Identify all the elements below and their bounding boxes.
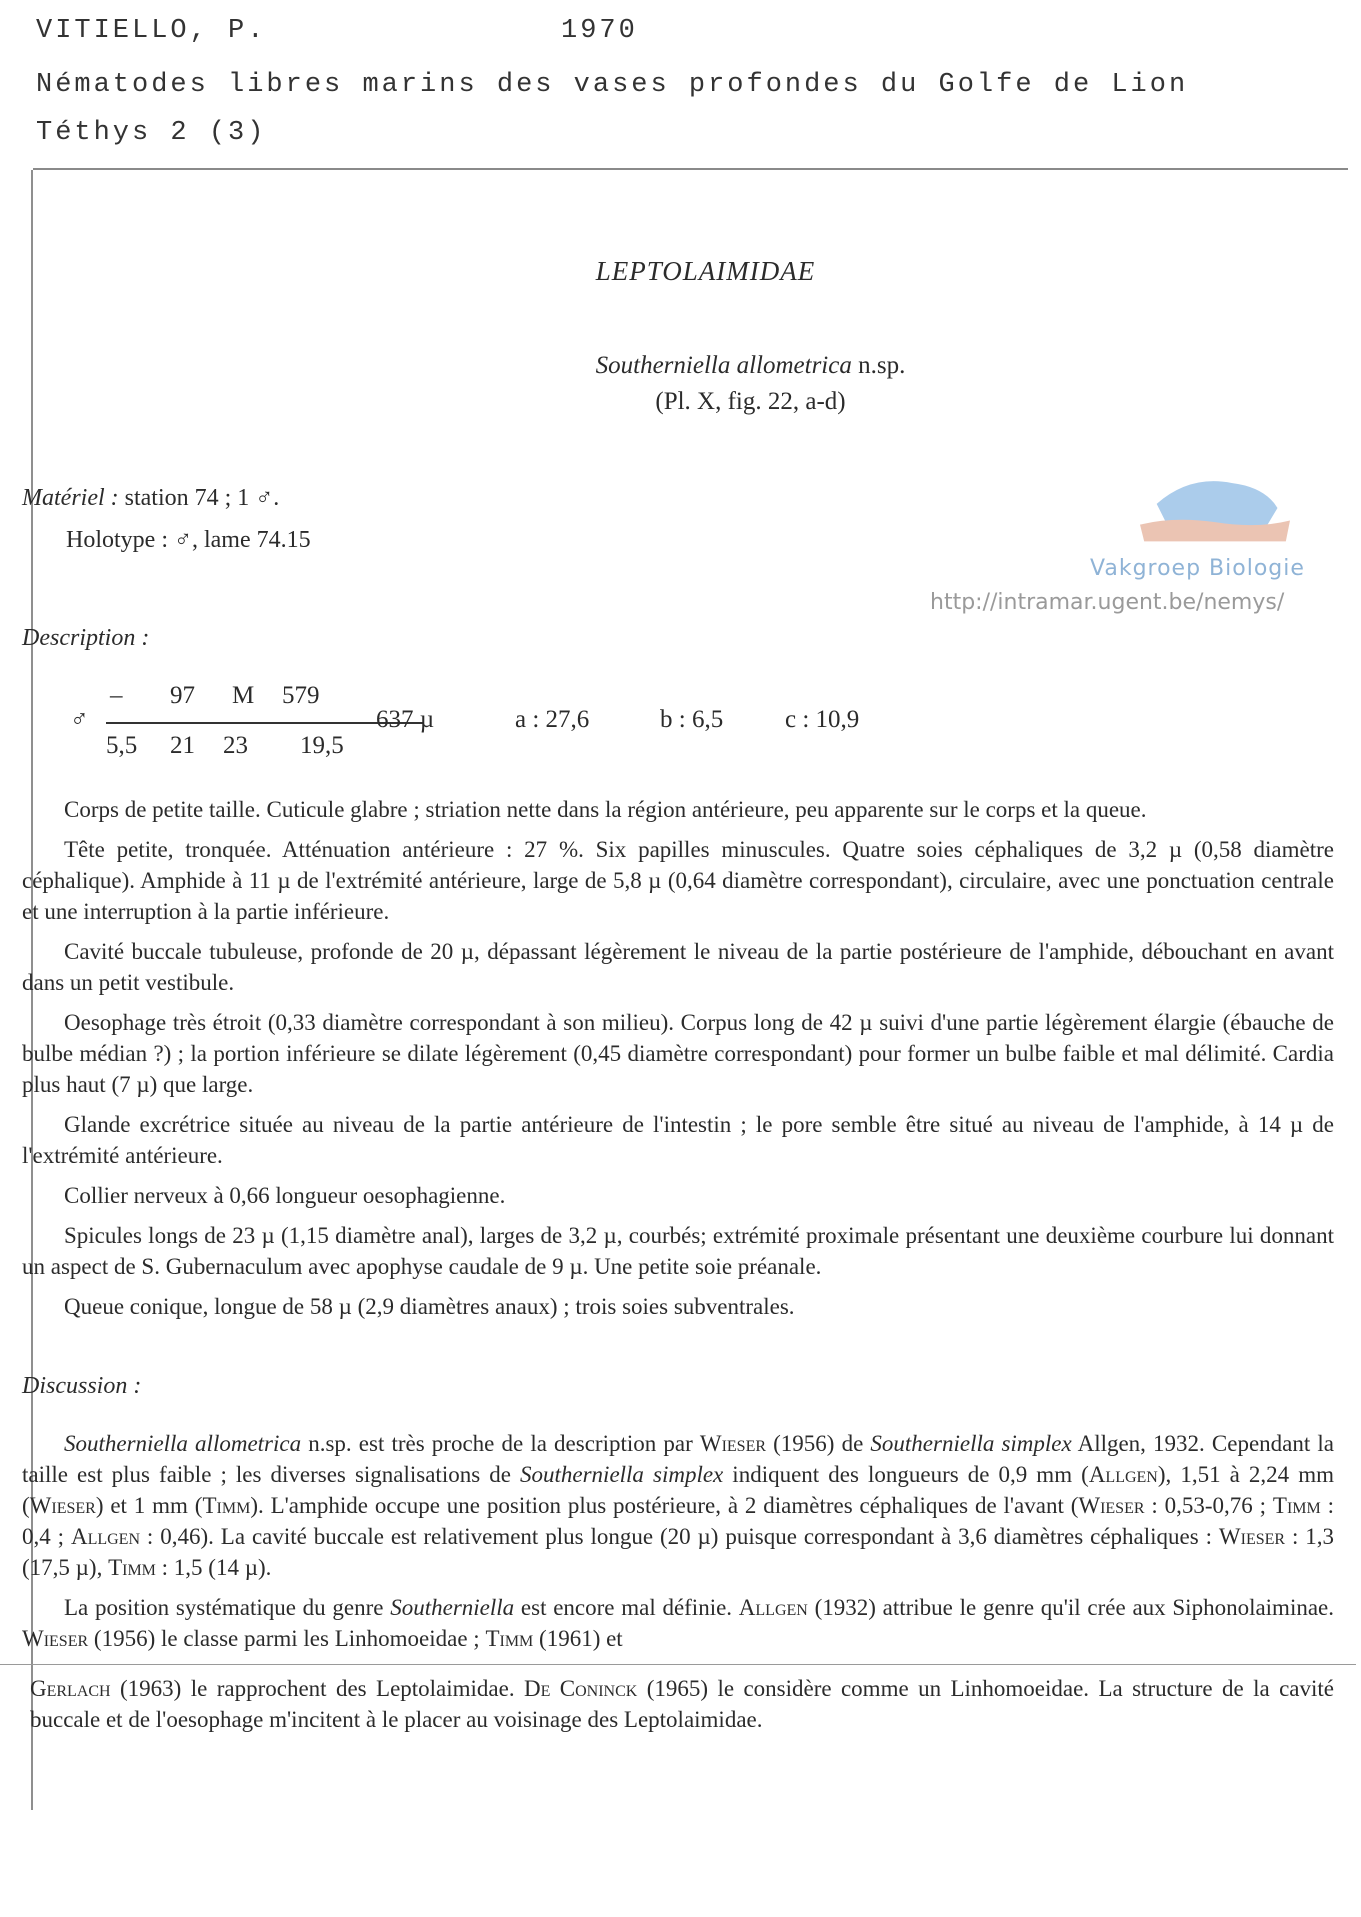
text-run: ). L'amphide occupe une position plus postérieure, à 2 diamètres céphaliques de l'avant ( (250, 1493, 1079, 1518)
ratio-a: a : 27,6 (515, 706, 590, 733)
holotype-line: Holotype : ♂, lame 74.15 (66, 527, 311, 553)
material-label: Matériel : (22, 485, 119, 511)
text-run: (1956) de (766, 1431, 871, 1456)
taxon-name: Southerniella (390, 1595, 515, 1620)
card-title: Nématodes libres marins des vases profondes du Golfe de Lion (36, 70, 1189, 100)
ratio-b: b : 6,5 (660, 706, 724, 733)
formula-numerator: 97 (170, 682, 195, 709)
card-year: 1970 (561, 16, 638, 46)
watermark-logo-icon (1140, 470, 1290, 546)
formula-numerator: 579 (282, 682, 320, 709)
author-name: De Coninck (524, 1676, 638, 1701)
author-name: Timm (1272, 1493, 1321, 1518)
formula-denominator: 21 (170, 732, 195, 759)
text-run: : 1,5 (14 µ). (155, 1555, 272, 1580)
card-journal: Téthys 2 (3) (36, 118, 267, 148)
continuation-paragraph (22, 1673, 1334, 1735)
description-paragraph: Collier nerveux à 0,66 longueur oesophagienne. (64, 1183, 506, 1208)
card-author-line (36, 16, 638, 46)
text-run: (1965) le considère comme un Linhomoeidae. La structure de la cavité buccale et de l'oesophage m'incitent à le placer au voisinage des Leptolaimidae. (30, 1676, 1334, 1732)
formula-numerator: – (110, 682, 123, 709)
text-run: indiquent des longueurs de 0,9 mm ( (723, 1462, 1089, 1487)
card-frame-top-rule (33, 168, 1348, 170)
author-name: Timm (108, 1555, 156, 1580)
description-paragraph: Queue conique, longue de 58 µ (2,9 diamètres anaux) ; trois soies subventrales. (64, 1294, 795, 1319)
de-man-formula (70, 682, 970, 762)
text-run: : 0,4 ; (22, 1493, 1334, 1549)
description-paragraph: Tête petite, tronquée. Atténuation antérieure : 27 %. Six papilles minuscules. Quatre soies céphaliques de 3,2 µ (0,58 diamètre céphalique). Amphide à 11 µ de l'extrémité antérieure, large de 5,8 µ (0,64 diamètre correspondant), circulaire, avec une ponctuation centrale et une interruption à la partie inférieure. (22, 837, 1334, 924)
text-run: (1956) le classe parmi les Linhomoeidae ; (88, 1626, 486, 1651)
discussion-paragraph-1 (22, 1428, 1334, 1583)
card-author: VITIELLO, P. (36, 16, 267, 46)
taxon-name: Southerniella allometrica (64, 1431, 302, 1456)
material-text: station 74 ; 1 ♂. (124, 485, 280, 511)
taxon-name: Southerniella simplex (520, 1462, 724, 1487)
text-run: Allgen, 1932. Cependant la taille est plus faible ; les diverses signalisations de (22, 1431, 1335, 1487)
description-paragraph: Corps de petite taille. Cuticule glabre ; striation nette dans la région antérieure, peu apparente sur le corps et la queue. (64, 797, 1147, 822)
formula-denominator: 5,5 (106, 732, 138, 759)
author-name: Allgen (70, 1524, 141, 1549)
author-name: Allgen (1088, 1462, 1158, 1487)
watermark-org: Vakgroep Biologie (1090, 556, 1305, 581)
species-suffix: n.sp. (858, 352, 906, 379)
formula-numerator: M (232, 682, 255, 709)
body-text (22, 794, 1334, 1744)
species-heading (0, 352, 1361, 380)
formula-denominator: 23 (223, 732, 248, 759)
description-label: Description : (22, 625, 150, 651)
taxon-name: Southerniella simplex (870, 1431, 1072, 1456)
text-run: : 0,46). La cavité buccale est relativement plus longue (20 µ) puisque correspondant à 3,6 diamètres céphaliques : (140, 1524, 1219, 1549)
author-name: Wieser (699, 1431, 767, 1456)
species-name: Southerniella allometrica (595, 352, 852, 379)
text-run: : 1,3 (17,5 µ), (22, 1524, 1335, 1580)
text-run: est encore mal définie. (514, 1595, 739, 1620)
text-run: n.sp. est très proche de la description par (301, 1431, 700, 1456)
text-run: (1932) attribue le genre qu'il crée aux Siphonolaiminae. (807, 1595, 1335, 1620)
text-run: (1963) le rapprochent des Leptolaimidae. (110, 1676, 524, 1701)
text-run: : 0,53-0,76 ; (1144, 1493, 1273, 1518)
description-paragraph: Spicules longs de 23 µ (1,15 diamètre anal), larges de 3,2 µ, courbés; extrémité proximale présentant une deuxième courbure lui donnant un aspect de S. Gubernaculum avec apophyse caudale de 9 µ. Une petite soie préanale. (22, 1223, 1334, 1279)
material-line (22, 482, 279, 514)
card-bottom-rule (0, 1664, 1356, 1665)
description-paragraph: Glande excrétrice située au niveau de la partie antérieure de l'intestin ; le pore semble être situé au niveau de l'amphide, à 14 µ de l'extrémité antérieure. (22, 1112, 1334, 1168)
text-run: ), 1,51 à 2,24 mm ( (22, 1462, 1334, 1518)
author-name: Wieser (1078, 1493, 1145, 1518)
plate-reference: (Pl. X, fig. 22, a-d) (655, 388, 846, 415)
discussion-paragraph-2 (22, 1592, 1334, 1654)
text-run: (1961) et (533, 1626, 623, 1651)
description-paragraph: Cavité buccale tubuleuse, profonde de 20 µ, dépassant légèrement le niveau de la partie postérieure de l'amphide, débouchant en avant dans un petit vestibule. (22, 939, 1334, 995)
male-symbol: ♂ (70, 706, 89, 733)
text-run: ) et 1 mm ( (95, 1493, 203, 1518)
family-heading: LEPTOLAIMIDAE (595, 256, 816, 286)
discussion-label: Discussion : (22, 1373, 142, 1399)
author-name: Timm (202, 1493, 251, 1518)
formula-denominator: 19,5 (300, 732, 344, 759)
author-name: Wieser (29, 1493, 96, 1518)
author-name: Wieser (22, 1626, 89, 1651)
watermark-url: http://intramar.ugent.be/nemys/ (930, 590, 1285, 615)
author-name: Allgen (738, 1595, 808, 1620)
author-name: Timm (485, 1626, 534, 1651)
description-paragraph: Oesophage très étroit (0,33 diamètre correspondant à son milieu). Corpus long de 42 µ suivi d'une partie légèrement élargie (ébauche de bulbe médian ?) ; la portion inférieure se dilate légèrement (0,45 diamètre correspondant) pour former un bulbe faible et mal délimité. Cardia plus haut (7 µ) que large. (22, 1010, 1334, 1097)
ratio-c: c : 10,9 (785, 706, 860, 733)
author-name: Wieser (1218, 1524, 1286, 1549)
text-run: La position systématique du genre (64, 1595, 391, 1620)
author-name: Gerlach (30, 1676, 111, 1701)
total-length: 637 µ (376, 706, 435, 733)
